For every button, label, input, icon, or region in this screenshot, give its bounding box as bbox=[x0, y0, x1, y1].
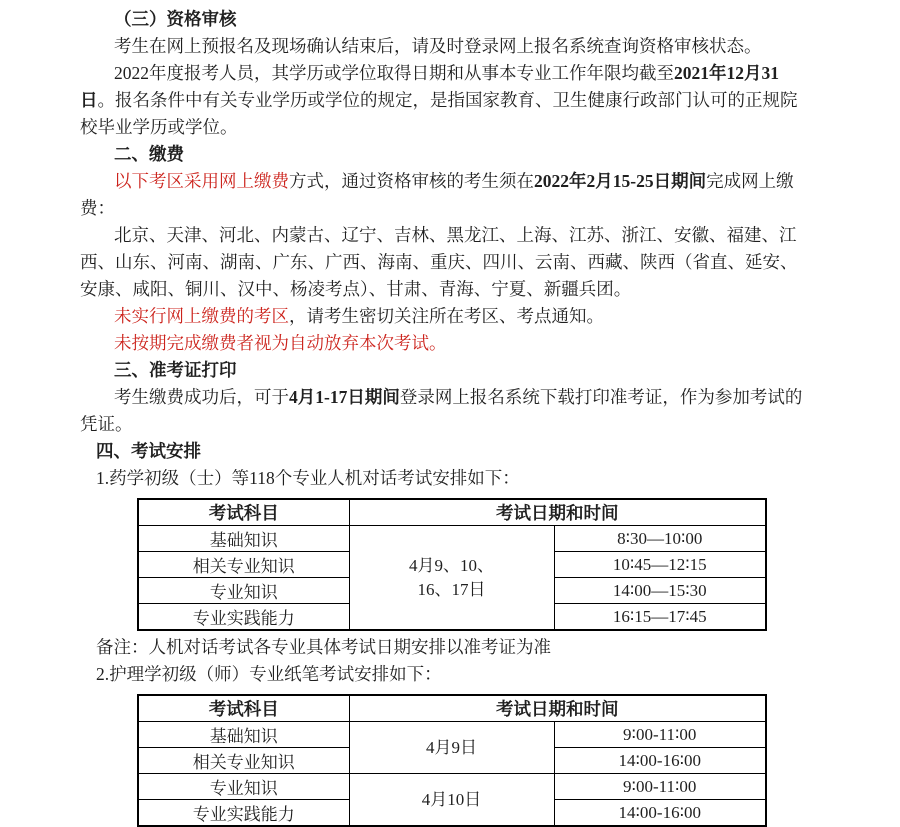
text-line bbox=[80, 661, 872, 688]
bold-run: 2022年2月15-25日期间 bbox=[534, 171, 707, 191]
text-run: 1.药学初级（士）等118个专业人机对话考试安排如下： bbox=[96, 468, 520, 488]
text-run: 考生在网上预报名及现场确认结束后，请及时登录网上报名系统查询资格审核状态。 bbox=[114, 36, 762, 56]
paper-exam-schedule-table bbox=[137, 694, 767, 827]
subject-cell: 相关专业知识 bbox=[138, 748, 349, 774]
date-line: 4月9、10、 bbox=[409, 555, 494, 575]
text-run: 费： bbox=[80, 198, 115, 218]
red-emphasis-run: 以下考区采用网上缴费 bbox=[114, 171, 289, 191]
text-line bbox=[80, 222, 872, 249]
time-cell: 14∶00-16∶00 bbox=[554, 748, 766, 774]
text-run: 北京、天津、河北、内蒙古、辽宁、吉林、黑龙江、上海、江苏、浙江、安徽、福建、江 bbox=[114, 225, 797, 245]
time-cell: 14∶00—15∶30 bbox=[554, 578, 766, 604]
section-heading bbox=[80, 357, 872, 384]
text-run: ，请考生密切关注所在考区、考点通知。 bbox=[289, 306, 604, 326]
bold-run: 二、缴费 bbox=[114, 144, 184, 164]
date-cell bbox=[349, 526, 554, 631]
subject-cell: 专业知识 bbox=[138, 578, 349, 604]
time-cell: 9∶00-11∶00 bbox=[554, 722, 766, 748]
bold-run: 日 bbox=[80, 90, 98, 110]
bold-run: 三、准考证打印 bbox=[114, 360, 237, 380]
text-run: 2.护理学初级（师）专业纸笔考试安排如下： bbox=[96, 664, 442, 684]
column-header-subject: 考试科目 bbox=[138, 499, 349, 526]
text-run: 考生缴费成功后，可于 bbox=[114, 387, 289, 407]
subject-cell: 专业实践能力 bbox=[138, 604, 349, 631]
subject-cell: 基础知识 bbox=[138, 722, 349, 748]
bold-run: 2021年12月31 bbox=[674, 63, 779, 83]
text-line bbox=[80, 195, 872, 222]
time-cell: 10∶45—12∶15 bbox=[554, 552, 766, 578]
column-header-datetime: 考试日期和时间 bbox=[349, 695, 766, 722]
text-line bbox=[80, 411, 872, 438]
date-cell bbox=[349, 774, 554, 827]
table-row bbox=[138, 526, 766, 552]
text-line bbox=[80, 60, 872, 87]
subject-cell: 专业知识 bbox=[138, 774, 349, 800]
text-line bbox=[80, 384, 872, 411]
subject-cell: 基础知识 bbox=[138, 526, 349, 552]
text-line bbox=[80, 276, 872, 303]
text-run: 2022年度报考人员，其学历或学位取得日期和从事本专业工作年限均截至 bbox=[114, 63, 674, 83]
date-line: 4月10日 bbox=[421, 789, 482, 809]
section-heading bbox=[80, 141, 872, 168]
table-row bbox=[138, 774, 766, 800]
date-cell bbox=[349, 722, 554, 774]
time-cell: 8∶30—10∶00 bbox=[554, 526, 766, 552]
cbt-exam-schedule-table bbox=[137, 498, 767, 631]
text-line bbox=[80, 33, 872, 60]
text-run: 方式，通过资格审核的考生须在 bbox=[289, 171, 534, 191]
text-line bbox=[80, 168, 872, 195]
text-run: 西、山东、河南、湖南、广东、广西、海南、重庆、四川、云南、西藏、陕西（省直、延安、 bbox=[80, 252, 798, 272]
text-run: 。报名条件中有关专业学历或学位的规定，是指国家教育、卫生健康行政部门认可的正规院 bbox=[97, 90, 798, 110]
text-run: 凭证。 bbox=[80, 414, 133, 434]
subject-cell: 相关专业知识 bbox=[138, 552, 349, 578]
bold-run: （三）资格审核 bbox=[114, 9, 237, 29]
time-cell: 14∶00-16∶00 bbox=[554, 800, 766, 827]
time-cell: 16∶15—17∶45 bbox=[554, 604, 766, 631]
time-cell: 9∶00-11∶00 bbox=[554, 774, 766, 800]
text-run: 校毕业学历或学位。 bbox=[80, 117, 238, 137]
column-header-datetime: 考试日期和时间 bbox=[349, 499, 766, 526]
date-line: 4月9日 bbox=[426, 737, 477, 757]
text-line bbox=[80, 249, 872, 276]
text-line bbox=[80, 634, 872, 661]
text-run: 备注：人机对话考试各专业具体考试日期安排以准考证为准 bbox=[96, 637, 551, 657]
text-run: 登录网上报名系统下载打印准考证，作为参加考试的 bbox=[399, 387, 803, 407]
text-run: 安康、咸阳、铜川、汉中、杨凌考点）、甘肃、青海、宁夏、新疆兵团。 bbox=[80, 279, 632, 299]
bold-run: 4月1-17日期间 bbox=[289, 387, 400, 407]
bold-run: 四、考试安排 bbox=[96, 441, 201, 461]
subject-cell: 专业实践能力 bbox=[138, 800, 349, 827]
text-line bbox=[80, 330, 872, 357]
text-line bbox=[80, 114, 872, 141]
column-header-subject: 考试科目 bbox=[138, 695, 349, 722]
section-heading bbox=[80, 6, 872, 33]
table-row bbox=[138, 722, 766, 748]
text-line bbox=[80, 303, 872, 330]
text-run: 完成网上缴 bbox=[706, 171, 794, 191]
text-line bbox=[80, 87, 872, 114]
text-line bbox=[80, 465, 872, 492]
section-heading bbox=[80, 438, 872, 465]
red-emphasis-run: 未实行网上缴费的考区 bbox=[114, 306, 289, 326]
red-emphasis-run: 未按期完成缴费者视为自动放弃本次考试。 bbox=[114, 333, 447, 353]
date-line: 16、17日 bbox=[417, 579, 486, 599]
